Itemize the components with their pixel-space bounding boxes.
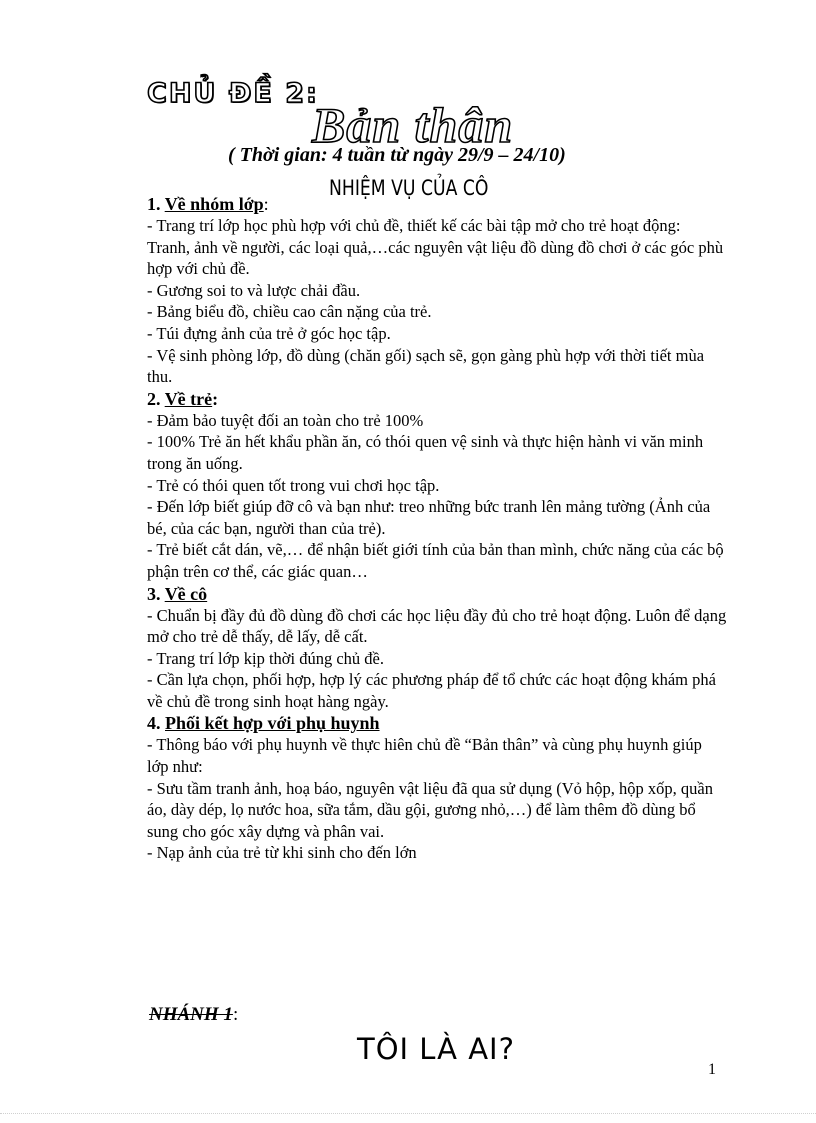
list-item: - Trang trí lớp kịp thời đúng chủ đề.	[147, 648, 384, 668]
branch-label: NHÁNH 1:	[149, 1004, 239, 1025]
list-item: - Đảm bảo tuyệt đối an toàn cho trẻ 100%	[147, 410, 424, 430]
branch-title: TÔI LÀ AI?	[357, 1032, 515, 1066]
section-subtitle: NHIỆM VỤ CỦA CÔ	[329, 176, 489, 200]
list-item: - Vệ sinh phòng lớp, đồ dùng (chăn gối) sạch sẽ, gọn gàng phù hợp với thời tiết mùa thu.	[147, 345, 705, 387]
content-body	[147, 193, 727, 864]
section-heading: 4. Phối kết hợp với phụ huynh	[147, 713, 380, 734]
list-item: - Trang trí lớp học phù hợp với chủ đề, thiết kế các bài tập mở cho trẻ hoạt động: Tranh, ảnh về người, các loại quả,…các nguyên vật liệu đồ dùng đồ chơi ở các góc phù hợp với chủ đề.	[147, 216, 724, 279]
list-item: - Cần lựa chọn, phối hợp, hợp lý các phương pháp để tổ chức các hoạt động khám phá về chủ đề trong sinh hoạt hàng ngày.	[147, 670, 716, 711]
topic-label: CHỦ ĐỀ 2:	[147, 78, 319, 109]
list-item: - 100% Trẻ ăn hết khẩu phần ăn, có thói quen vệ sinh và thực hiện hành vi văn minh trong ăn uống.	[147, 432, 704, 473]
list-item: - Đến lớp biết giúp đỡ cô và bạn như: treo những bức tranh lên mảng tường (Ảnh của bé, của các bạn, người than của trẻ).	[147, 497, 711, 538]
list-item: - Chuẩn bị đầy đủ đồ dùng đồ chơi các học liệu đầy đủ cho trẻ hoạt động. Luôn để dạng mở cho trẻ dễ thấy, dễ lấy, dễ cất.	[147, 605, 727, 647]
list-item: - Sưu tầm tranh ảnh, hoạ báo, nguyên vật liệu đã qua sử dụng (Vỏ hộp, hộp xốp, quần áo, dày dép, lọ nước hoa, sữa tắm, dầu gội, gương nhỏ,…) để làm thêm đồ dùng bổ sung cho góc xây dựng và phân vai.	[147, 778, 713, 841]
section-heading: 2. Về trẻ:	[147, 388, 219, 409]
list-item: - Gương soi to và lược chải đầu.	[147, 280, 361, 300]
list-item: - Bảng biểu đồ, chiều cao cân nặng của trẻ.	[147, 302, 432, 322]
section-2	[147, 388, 727, 583]
list-item: - Trẻ biết cắt dán, vẽ,… để nhận biết giới tính của bản than mình, chức năng của các bộ phận trên cơ thể, các giác quan…	[147, 540, 724, 581]
list-item: - Túi đựng ảnh của trẻ ở góc học tập.	[147, 323, 391, 343]
section-heading: 3. Về cô	[147, 583, 208, 604]
section-heading: 1. Về nhóm lớp:	[147, 194, 269, 214]
list-item: - Trẻ có thói quen tốt trong vui chơi học tập.	[147, 475, 440, 495]
list-item: - Nạp ảnh của trẻ từ khi sinh cho đến lớn	[147, 843, 417, 863]
section-3	[147, 583, 727, 713]
section-4	[147, 712, 727, 864]
page-divider	[0, 1113, 816, 1114]
section-1	[147, 193, 727, 388]
topic-title: Bản thân	[312, 97, 514, 153]
list-item: - Thông báo với phụ huynh về thực hiên chủ đề “Bản thân” và cùng phụ huynh giúp lớp như:	[147, 735, 702, 777]
page-number: 1	[708, 1061, 716, 1078]
duration-text: ( Thời gian: 4 tuần từ ngày 29/9 – 24/10)	[228, 144, 566, 166]
